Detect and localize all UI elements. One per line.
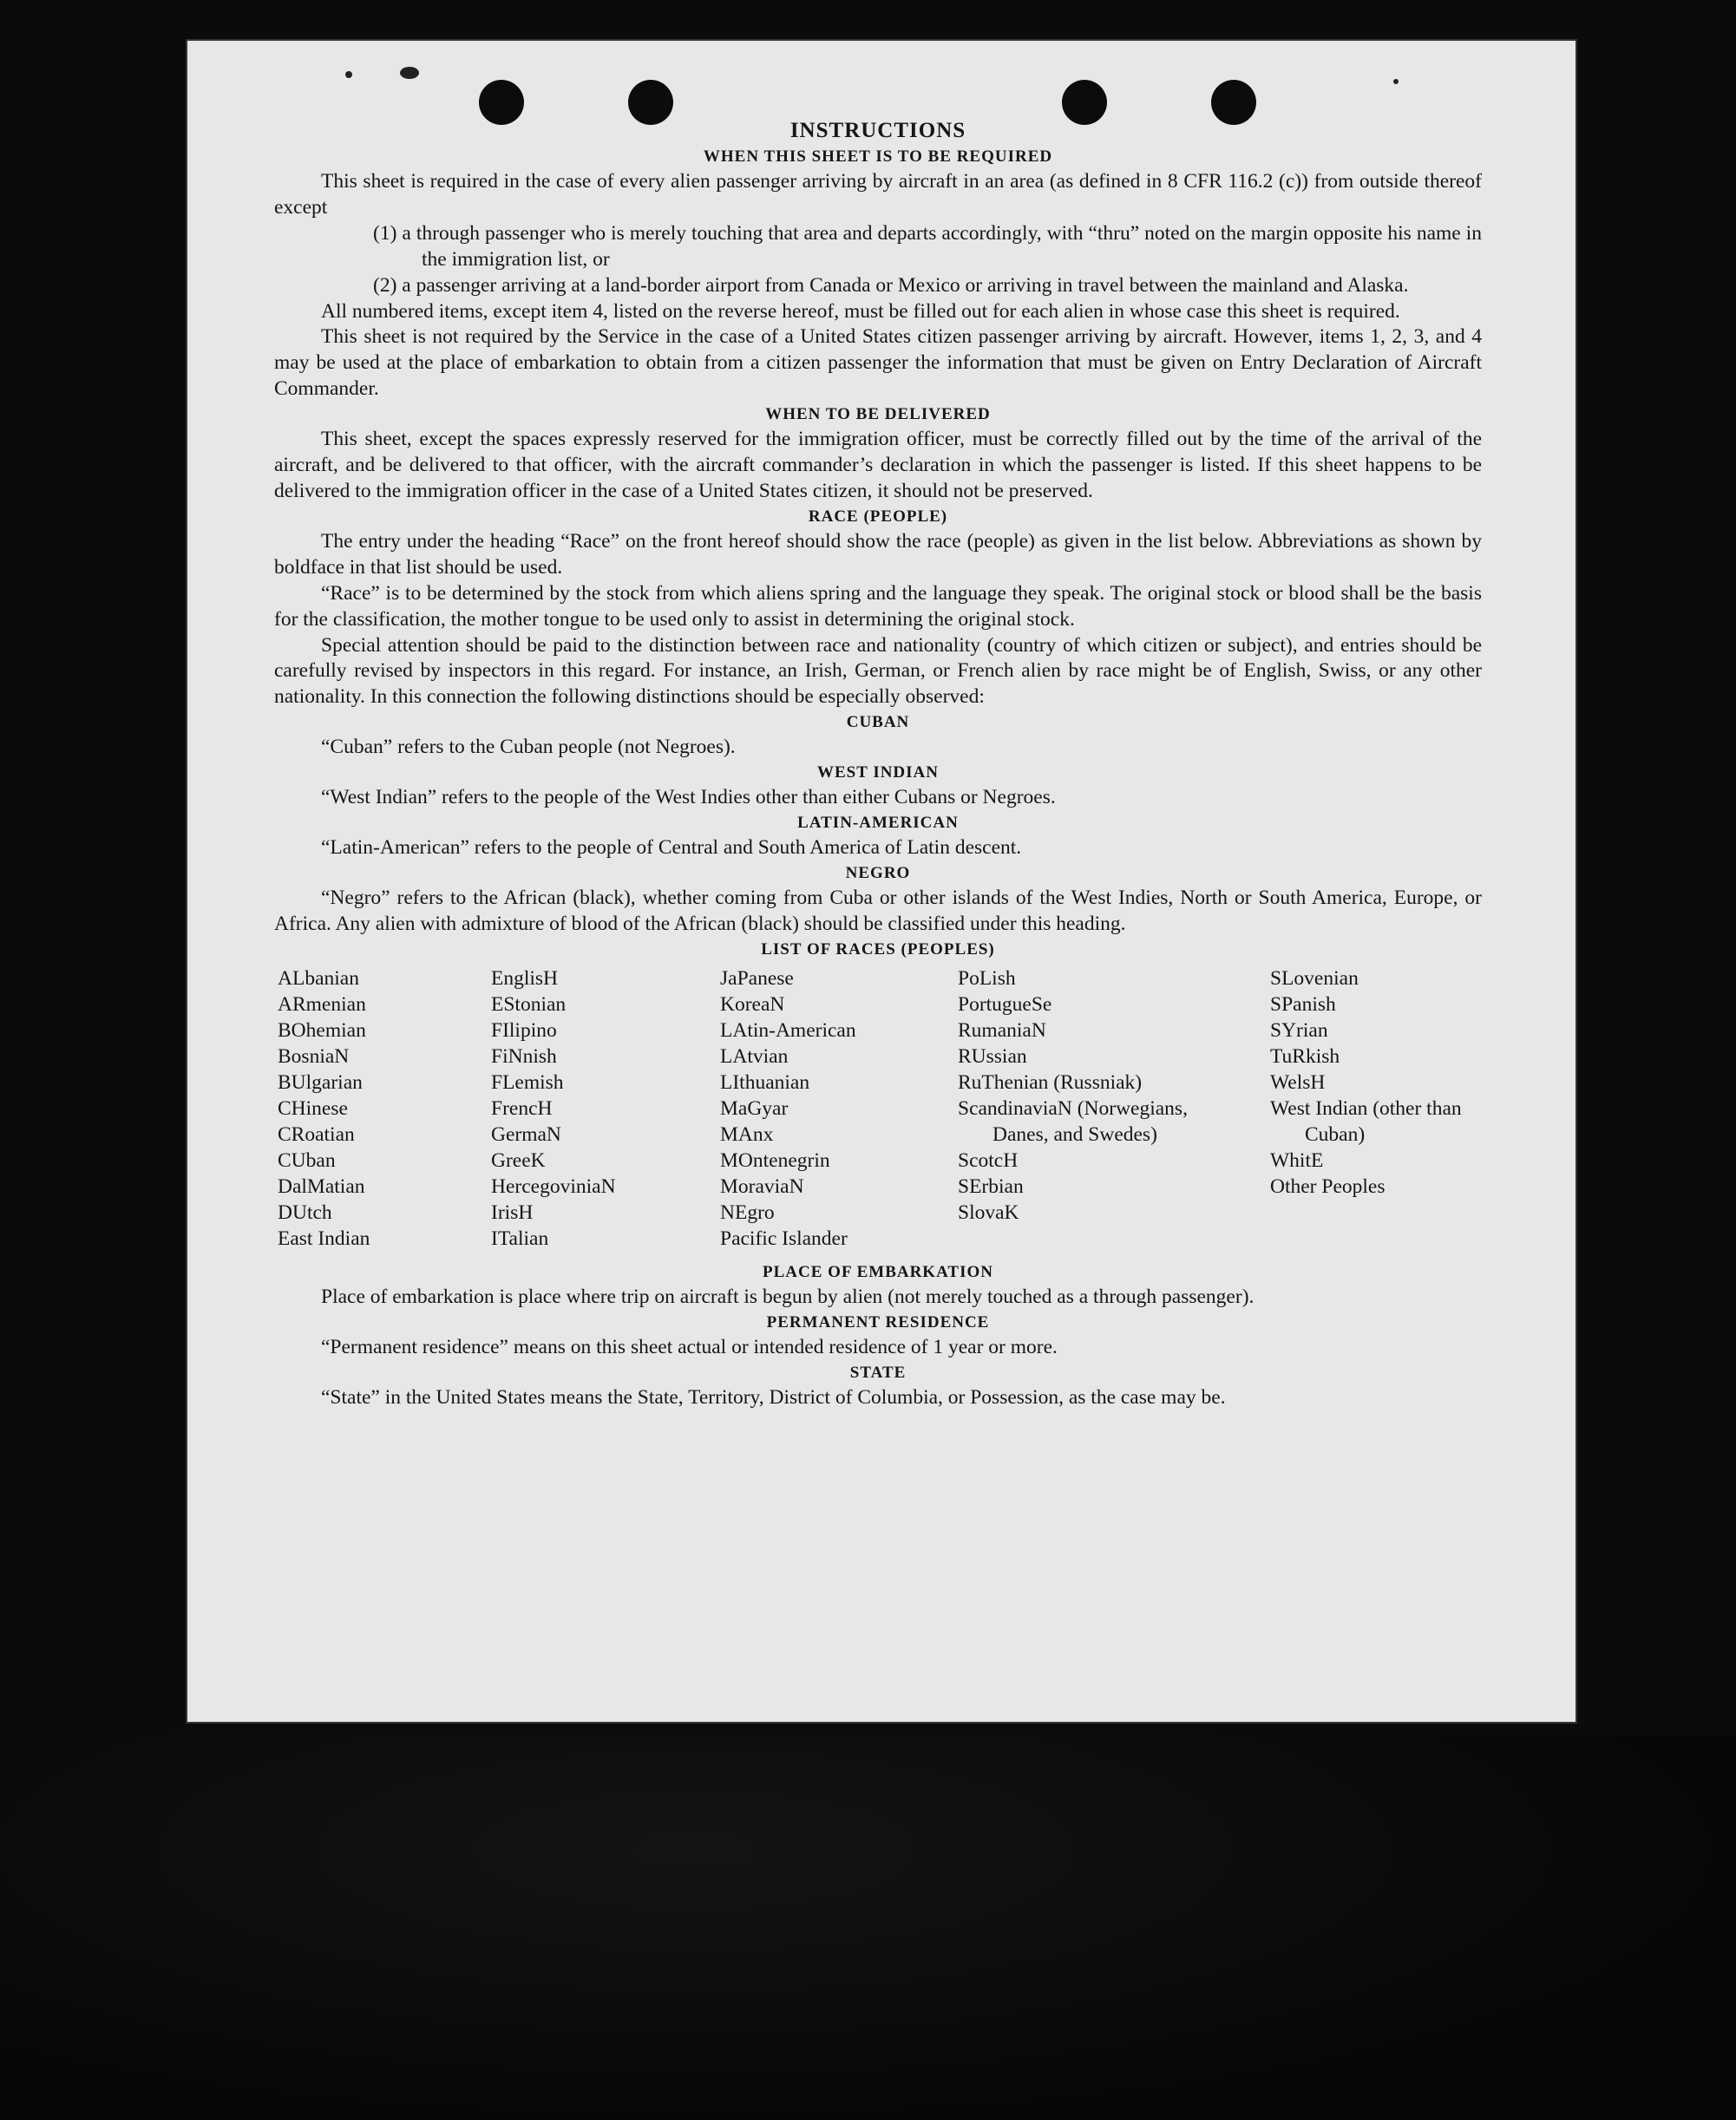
- section-heading: PERMANENT RESIDENCE: [766, 1312, 990, 1332]
- race-item: EStonian: [491, 992, 567, 1016]
- race-item: ScandinaviaN (Norwegians, Danes, and Swedes): [958, 1096, 1188, 1146]
- section-heading: STATE: [849, 1363, 907, 1382]
- race-item: FLemish: [491, 1070, 564, 1094]
- race-column: [278, 965, 477, 1252]
- paragraph: This sheet, except the spaces expressly reserved for the immigration officer, must be correctly filled out by the time of the arrival of the aircraft, and be delivered to that officer, with the aircraft commander’s declaration in which the passenger is listed. If this sheet happens to be delivered to the immigration officer in the case of a United States citizen, it should not be preserved.: [274, 428, 1482, 502]
- race-item: RUssian: [958, 1044, 1027, 1068]
- paragraph: “Latin-American” refers to the people of Central and South America of Latin descent.: [321, 836, 1022, 860]
- race-item: Other Peoples: [1270, 1175, 1386, 1198]
- race-item: MOntenegrin: [720, 1148, 830, 1172]
- race-item: ARmenian: [278, 992, 366, 1016]
- instructions-body: [274, 117, 1482, 1410]
- paragraph: This sheet is required in the case of every alien passenger arriving by aircraft in an area (as defined in 8 CFR 116.2 (c)) from outside thereof except: [274, 170, 1482, 219]
- scanner-background: [0, 1735, 1736, 2120]
- race-item: EnglisH: [491, 966, 559, 990]
- race-item: LAtvian: [720, 1044, 789, 1068]
- race-item: West Indian (other than Cuban): [1270, 1096, 1462, 1146]
- race-item: Pacific Islander: [720, 1227, 848, 1250]
- paragraph: All numbered items, except item 4, listed on the reverse hereof, must be filled out for each alien in whose case this sheet is required.: [321, 299, 1400, 323]
- section-heading: RACE (PEOPLE): [808, 507, 948, 526]
- paragraph: Special attention should be paid to the distinction between race and nationality (country of which citizen or subject), and entries should be carefully revised by inspectors in this regard. For instance, an Irish, German, or French alien by race might be of English, Swiss, or any other nationality. In this connection the following distinctions should be especially observed:: [274, 633, 1482, 709]
- race-item: CUban: [278, 1148, 336, 1172]
- race-item: BUlgarian: [278, 1070, 363, 1094]
- race-column: [491, 965, 708, 1252]
- section-heading: WEST INDIAN: [817, 763, 939, 782]
- paragraph: “Cuban” refers to the Cuban people (not Negroes).: [321, 736, 736, 759]
- section-heading: WHEN TO BE DELIVERED: [765, 405, 991, 424]
- race-item: LIthuanian: [720, 1070, 810, 1094]
- ink-speck: [400, 67, 419, 79]
- race-item: HercegoviniaN: [491, 1175, 616, 1198]
- race-item: MAnx: [720, 1122, 774, 1146]
- race-item: DUtch: [278, 1201, 332, 1224]
- section-heading: LIST OF RACES (PEOPLES): [761, 939, 995, 959]
- race-item: JaPanese: [720, 966, 794, 990]
- race-item: RumaniaN: [958, 1018, 1046, 1042]
- page-title: INSTRUCTIONS: [789, 119, 966, 142]
- paragraph: “Negro” refers to the African (black), whether coming from Cuba or other islands of the West Indies, North or South America, Europe, or Africa. Any alien with admixture of blood of the African (black) should be classified under this heading.: [274, 886, 1482, 935]
- paragraph: “Race” is to be determined by the stock from which aliens spring and the language they speak. The original stock or blood shall be the basis for the classification, the mother tongue to be used only to assist in determining the original stock.: [274, 581, 1482, 631]
- race-item: WelsH: [1270, 1070, 1326, 1094]
- race-item: PortugueSe: [958, 992, 1052, 1016]
- race-item: ITalian: [491, 1227, 549, 1250]
- race-item: GermaN: [491, 1122, 561, 1146]
- race-item: ALbanian: [278, 966, 359, 990]
- race-item: SlovaK: [958, 1201, 1019, 1224]
- race-item: East Indian: [278, 1227, 370, 1250]
- paragraph: “State” in the United States means the State, Territory, District of Columbia, or Possession, as the case may be.: [321, 1385, 1226, 1409]
- race-item: FrencH: [491, 1096, 553, 1120]
- race-item: WhitE: [1270, 1148, 1324, 1172]
- race-item: GreeK: [491, 1148, 546, 1172]
- section-heading: WHEN THIS SHEET IS TO BE REQUIRED: [703, 147, 1053, 166]
- section-heading: NEGRO: [845, 863, 911, 882]
- section-heading: PLACE OF EMBARKATION: [763, 1262, 993, 1281]
- race-item: TuRkish: [1270, 1044, 1340, 1068]
- race-column: [1270, 965, 1487, 1200]
- race-item: FiNnish: [491, 1044, 557, 1068]
- race-column: [720, 965, 946, 1252]
- paragraph: “Permanent residence” means on this sheet actual or intended residence of 1 year or more.: [321, 1335, 1058, 1358]
- race-item: DalMatian: [278, 1175, 365, 1198]
- race-item: SYrian: [1270, 1018, 1328, 1042]
- race-item: CRoatian: [278, 1122, 355, 1146]
- race-item: SErbian: [958, 1175, 1024, 1198]
- section-heading: LATIN-AMERICAN: [797, 814, 959, 833]
- race-column: [958, 965, 1205, 1226]
- race-item: KoreaN: [720, 992, 785, 1016]
- paragraph: Place of embarkation is place where trip on aircraft is begun by alien (not merely touched as a through passenger).: [321, 1285, 1255, 1308]
- paragraph: The entry under the heading “Race” on the front hereof should show the race (people) as given in the list below. Abbreviations as shown by boldface in that list should be used.: [274, 529, 1482, 579]
- ink-speck: [1393, 79, 1399, 84]
- race-item: IrisH: [491, 1201, 534, 1224]
- paragraph: This sheet is not required by the Service in the case of a United States citizen passenger arriving by aircraft. However, items 1, 2, 3, and 4 may be used at the place of embarkation to obtain from a citizen passenger the information that must be given on Entry Declaration of Aircraft Commander.: [274, 325, 1482, 401]
- race-item: CHinese: [278, 1096, 348, 1120]
- race-item: RuThenian (Russniak): [958, 1070, 1143, 1094]
- race-item: MaGyar: [720, 1096, 789, 1120]
- paragraph: “West Indian” refers to the people of the West Indies other than either Cubans or Negroes.: [321, 786, 1056, 809]
- ink-speck: [345, 71, 352, 78]
- race-item: ScotcH: [958, 1148, 1019, 1172]
- race-item: BosniaN: [278, 1044, 350, 1068]
- race-item: SPanish: [1270, 992, 1336, 1016]
- exception-item: (1) a through passenger who is merely touching that area and departs accordingly, with “thru” noted on the margin opposite his name in the immigration list, or: [373, 221, 1482, 271]
- race-item: SLovenian: [1270, 966, 1359, 990]
- race-item: LAtin-American: [720, 1018, 856, 1042]
- race-item: NEgro: [720, 1201, 775, 1224]
- race-item: BOhemian: [278, 1018, 366, 1042]
- race-list: [274, 965, 1482, 1260]
- race-item: PoLish: [958, 966, 1016, 990]
- race-item: FIlipino: [491, 1018, 557, 1042]
- section-heading: CUBAN: [846, 713, 910, 732]
- exception-item: (2) a passenger arriving at a land-border airport from Canada or Mexico or arriving in travel between the mainland and Alaska.: [373, 273, 1409, 297]
- document-page: [187, 41, 1576, 1722]
- race-item: MoraviaN: [720, 1175, 804, 1198]
